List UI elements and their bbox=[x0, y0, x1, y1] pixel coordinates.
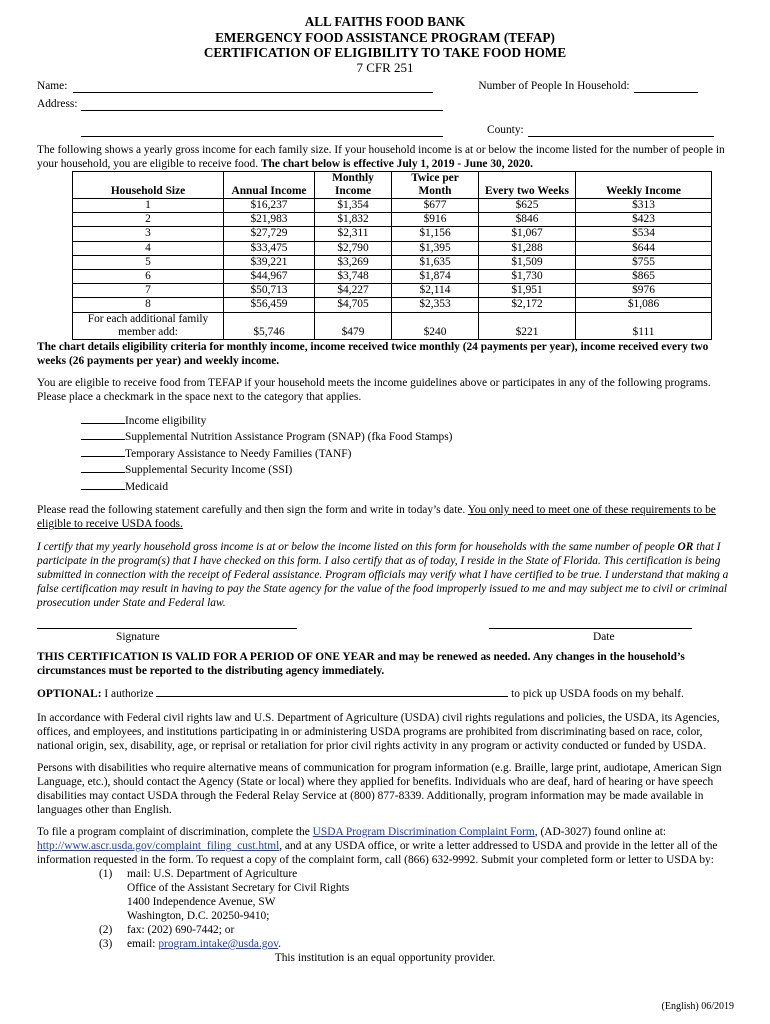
certify-part-2: that I participate in the program(s) that I have checked on this form. I also certify that as of today, I reside in the State of Florida. This certification is being submitted in connection with the receipt of Federal assistance. Program officials may verify what I have certified to be true. I understand that making a false certification may result in having to pay the State agency for the value of the food improperly issued to me and may subject me to civil or criminal prosecution under State and Federal law. bbox=[37, 540, 729, 609]
header-line-2: EMERGENCY FOOD ASSISTANCE PROGRAM (TEFAP) bbox=[215, 29, 555, 45]
header-line-3: CERTIFICATION OF ELIGIBILITY TO TAKE FOOD HOME bbox=[203, 45, 567, 60]
category-checklist bbox=[81, 412, 733, 494]
signature-label: Signature bbox=[116, 630, 160, 643]
table-cell: 6 bbox=[73, 269, 224, 283]
table-cell: $479 bbox=[315, 312, 392, 339]
form-header bbox=[37, 14, 733, 75]
contact-mail bbox=[99, 867, 733, 881]
mail-line-3: 1400 Independence Avenue, SW bbox=[127, 895, 276, 908]
table-cell: $240 bbox=[392, 312, 479, 339]
table-cell: $4,227 bbox=[315, 284, 392, 298]
category-checkmark-blank[interactable] bbox=[81, 445, 125, 457]
disabilities-paragraph: Persons with disabilities who require alternative means of communication for program information (e.g. Braille, large print, audiotape, American Sign Language, etc.), should contact the Agency (State or local) where they applied for benefits. Individuals who are deaf, hard of hearing or have speech disabilities may contact USDA through the Federal Relay Service at (800) 877-8339. Additionally, program information may be made available in languages other than English. bbox=[37, 761, 722, 816]
table-cell: $313 bbox=[576, 198, 712, 212]
county-row bbox=[37, 111, 733, 137]
table-cell: 5 bbox=[73, 255, 224, 269]
table-cell: $1,067 bbox=[479, 227, 576, 241]
table-cell: 8 bbox=[73, 298, 224, 312]
table-cell: $1,832 bbox=[315, 213, 392, 227]
category-label: Temporary Assistance to Needy Families (TANF) bbox=[125, 447, 352, 460]
income-table bbox=[72, 171, 712, 340]
table-row bbox=[73, 269, 712, 283]
household-label: Number of People In Household: bbox=[478, 79, 630, 92]
optional-label: OPTIONAL: bbox=[37, 687, 102, 700]
contact-email bbox=[99, 937, 733, 951]
intro-paragraph bbox=[37, 143, 733, 171]
intro-text: The following shows a yearly gross income for each family size. If your household income is at or below the income listed for the number of people in your household, you are eligible to receive food. bbox=[37, 143, 725, 170]
mail-line-2: Office of the Assistant Secretary for Civil Rights bbox=[127, 881, 350, 894]
email-prefix: email: bbox=[127, 937, 159, 950]
civil-rights-paragraph: In accordance with Federal civil rights law and U.S. Department of Agriculture (USDA) civil rights regulations and policies, the USDA, its Agencies, offices, and employees, and institutions participating in or administering USDA programs are prohibited from discriminating based on race, color, national origin, sex, disability, age, or reprisal or retaliation for prior civil rights activity in any program or activity conducted or funded by USDA. bbox=[37, 711, 720, 752]
table-cell: $50,713 bbox=[224, 284, 315, 298]
category-checkmark-blank[interactable] bbox=[81, 428, 125, 440]
table-cell: $423 bbox=[576, 213, 712, 227]
contact-fax bbox=[99, 923, 733, 937]
optional-pre: I authorize bbox=[101, 687, 157, 700]
table-cell: $56,459 bbox=[224, 298, 315, 312]
eligible-paragraph: You are eligible to receive food from TEFAP if your household meets the income guidelines above or participates in any of the following programs. Please place a checkmark in the space next to the category that applies. bbox=[37, 376, 711, 403]
header-every-two-weeks: Every two Weeks bbox=[479, 171, 576, 198]
table-cell: $33,475 bbox=[224, 241, 315, 255]
table-cell: $1,354 bbox=[315, 198, 392, 212]
table-cell: $625 bbox=[479, 198, 576, 212]
chart-note: The chart details eligibility criteria for monthly income, income received twice monthly (24 payments per year), income received every two weeks (26 payments per year) and weekly income. bbox=[37, 340, 709, 367]
category-checkmark-blank[interactable] bbox=[81, 461, 125, 473]
table-cell: $3,269 bbox=[315, 255, 392, 269]
signature-field[interactable] bbox=[37, 616, 297, 629]
table-cell: $3,748 bbox=[315, 269, 392, 283]
household-count-field[interactable] bbox=[634, 80, 698, 93]
county-label: County: bbox=[487, 123, 524, 136]
table-cell: $16,237 bbox=[224, 198, 315, 212]
table-cell: $2,790 bbox=[315, 241, 392, 255]
table-cell: $1,874 bbox=[392, 269, 479, 283]
table-cell: $1,951 bbox=[479, 284, 576, 298]
address-field[interactable] bbox=[81, 98, 443, 111]
table-row-additional bbox=[73, 312, 712, 339]
additional-member-label: For each additional family member add: bbox=[73, 312, 224, 339]
email-link[interactable]: program.intake@usda.gov bbox=[158, 937, 279, 950]
date-label: Date bbox=[593, 630, 615, 643]
table-cell: $111 bbox=[576, 312, 712, 339]
category-label: Supplemental Security Income (SSI) bbox=[125, 464, 293, 477]
table-row bbox=[73, 198, 712, 212]
category-item bbox=[81, 461, 733, 477]
table-cell: 3 bbox=[73, 227, 224, 241]
table-cell: $1,509 bbox=[479, 255, 576, 269]
table-cell: $4,705 bbox=[315, 298, 392, 312]
intro-effective-date: The chart below is effective July 1, 2019 - June 30, 2020. bbox=[260, 157, 534, 170]
table-header-row bbox=[73, 171, 712, 198]
certify-or: OR bbox=[677, 540, 694, 553]
contact-number-3: (3) bbox=[99, 937, 113, 950]
category-checkmark-blank[interactable] bbox=[81, 478, 125, 490]
table-cell: 1 bbox=[73, 198, 224, 212]
table-cell: $1,730 bbox=[479, 269, 576, 283]
table-cell: $2,353 bbox=[392, 298, 479, 312]
email-suffix: . bbox=[278, 937, 282, 950]
contact-list bbox=[99, 867, 733, 951]
address-label: Address: bbox=[37, 97, 78, 110]
table-cell: $846 bbox=[479, 213, 576, 227]
table-cell: $5,746 bbox=[224, 312, 315, 339]
table-cell: $21,983 bbox=[224, 213, 315, 227]
category-checkmark-blank[interactable] bbox=[81, 412, 125, 424]
table-cell: 7 bbox=[73, 284, 224, 298]
table-cell: $677 bbox=[392, 198, 479, 212]
complaint-pre: To file a program complaint of discrimination, complete the bbox=[37, 825, 313, 838]
category-label: Income eligibility bbox=[125, 414, 207, 427]
table-cell: 2 bbox=[73, 213, 224, 227]
name-field[interactable] bbox=[73, 80, 433, 93]
complaint-url-link[interactable]: http://www.ascr.usda.gov/complaint_filing_cust.html bbox=[37, 839, 280, 852]
category-item bbox=[81, 428, 733, 444]
table-cell: $755 bbox=[576, 255, 712, 269]
table-cell: $2,172 bbox=[479, 298, 576, 312]
complaint-mid: , (AD-3027) found online at: bbox=[534, 825, 667, 838]
table-cell: $1,395 bbox=[392, 241, 479, 255]
header-household-size: Household Size bbox=[73, 171, 224, 198]
read-statement bbox=[37, 503, 733, 531]
complaint-paragraph bbox=[37, 825, 733, 867]
table-cell: 4 bbox=[73, 241, 224, 255]
contact-number-2: (2) bbox=[99, 923, 113, 936]
header-annual-income: Annual Income bbox=[224, 171, 315, 198]
category-item bbox=[81, 412, 733, 428]
table-cell: $221 bbox=[479, 312, 576, 339]
table-cell: $1,156 bbox=[392, 227, 479, 241]
table-cell: $534 bbox=[576, 227, 712, 241]
name-label: Name: bbox=[37, 79, 68, 92]
table-cell: $976 bbox=[576, 284, 712, 298]
table-row bbox=[73, 284, 712, 298]
table-row bbox=[73, 227, 712, 241]
optional-post: to pick up USDA foods on my behalf. bbox=[508, 687, 684, 700]
authorized-person-field[interactable] bbox=[156, 686, 508, 697]
read-statement-text: Please read the following statement carefully and then sign the form and write in today’s date. bbox=[37, 503, 468, 516]
table-cell: $916 bbox=[392, 213, 479, 227]
table-cell: $1,635 bbox=[392, 255, 479, 269]
table-cell: $39,221 bbox=[224, 255, 315, 269]
name-row bbox=[37, 75, 733, 93]
mail-line-4: Washington, D.C. 20250-9410; bbox=[127, 909, 270, 922]
certify-part-1: I certify that my yearly household gross income is at or below the income listed on this form for households with the same number of people bbox=[37, 540, 678, 553]
table-cell: $2,311 bbox=[315, 227, 392, 241]
form-version-footer: (English) 06/2019 bbox=[661, 1001, 734, 1012]
header-weekly-income: Weekly Income bbox=[576, 171, 712, 198]
date-field[interactable] bbox=[489, 616, 692, 629]
contact-number-1: (1) bbox=[99, 867, 113, 880]
mail-line-1: mail: U.S. Department of Agriculture bbox=[127, 867, 298, 880]
category-label: Supplemental Nutrition Assistance Program (SNAP) (fka Food Stamps) bbox=[125, 431, 453, 444]
table-row bbox=[73, 298, 712, 312]
table-cell: $1,086 bbox=[576, 298, 712, 312]
complaint-post: , and at any USDA office, or write a letter addressed to USDA and provide in the letter all of the information requested in the form. To request a copy of the complaint form, call (866) 632-9992. Submit your completed form or letter to USDA by: bbox=[37, 839, 718, 866]
certification-statement bbox=[37, 540, 733, 610]
header-twice-per-month: Twice per Month bbox=[392, 171, 479, 198]
fax-line: fax: (202) 690-7442; or bbox=[127, 923, 235, 936]
complaint-form-link[interactable]: USDA Program Discrimination Complaint Form bbox=[312, 825, 535, 838]
category-label: Medicaid bbox=[125, 480, 169, 493]
optional-authorization bbox=[37, 686, 733, 701]
table-cell: $644 bbox=[576, 241, 712, 255]
signature-row bbox=[37, 616, 733, 646]
table-cell: $865 bbox=[576, 269, 712, 283]
read-statement-requirement: You only need to meet one of these requirements to be eligible to receive USDA foods. bbox=[37, 503, 716, 530]
table-cell: $2,114 bbox=[392, 284, 479, 298]
table-cell: $44,967 bbox=[224, 269, 315, 283]
validity-notice: THIS CERTIFICATION IS VALID FOR A PERIOD OF ONE YEAR and may be renewed as needed. Any changes in the household’s circumstances must be reported to the distributing agency immediately. bbox=[37, 650, 685, 677]
category-item bbox=[81, 445, 733, 461]
address-field-line-2[interactable] bbox=[81, 124, 443, 137]
income-table-body bbox=[73, 198, 712, 339]
table-row bbox=[73, 213, 712, 227]
address-row bbox=[37, 93, 733, 111]
cfr-reference: 7 CFR 251 bbox=[356, 59, 414, 75]
category-item bbox=[81, 478, 733, 494]
table-cell: $27,729 bbox=[224, 227, 315, 241]
county-field[interactable] bbox=[528, 124, 714, 137]
form-page bbox=[37, 14, 733, 965]
table-row bbox=[73, 241, 712, 255]
header-monthly-income: Monthly Income bbox=[315, 171, 392, 198]
table-cell: $1,288 bbox=[479, 241, 576, 255]
equal-opportunity-statement: This institution is an equal opportunity provider. bbox=[274, 951, 496, 964]
header-line-1: ALL FAITHS FOOD BANK bbox=[304, 14, 466, 29]
table-row bbox=[73, 255, 712, 269]
